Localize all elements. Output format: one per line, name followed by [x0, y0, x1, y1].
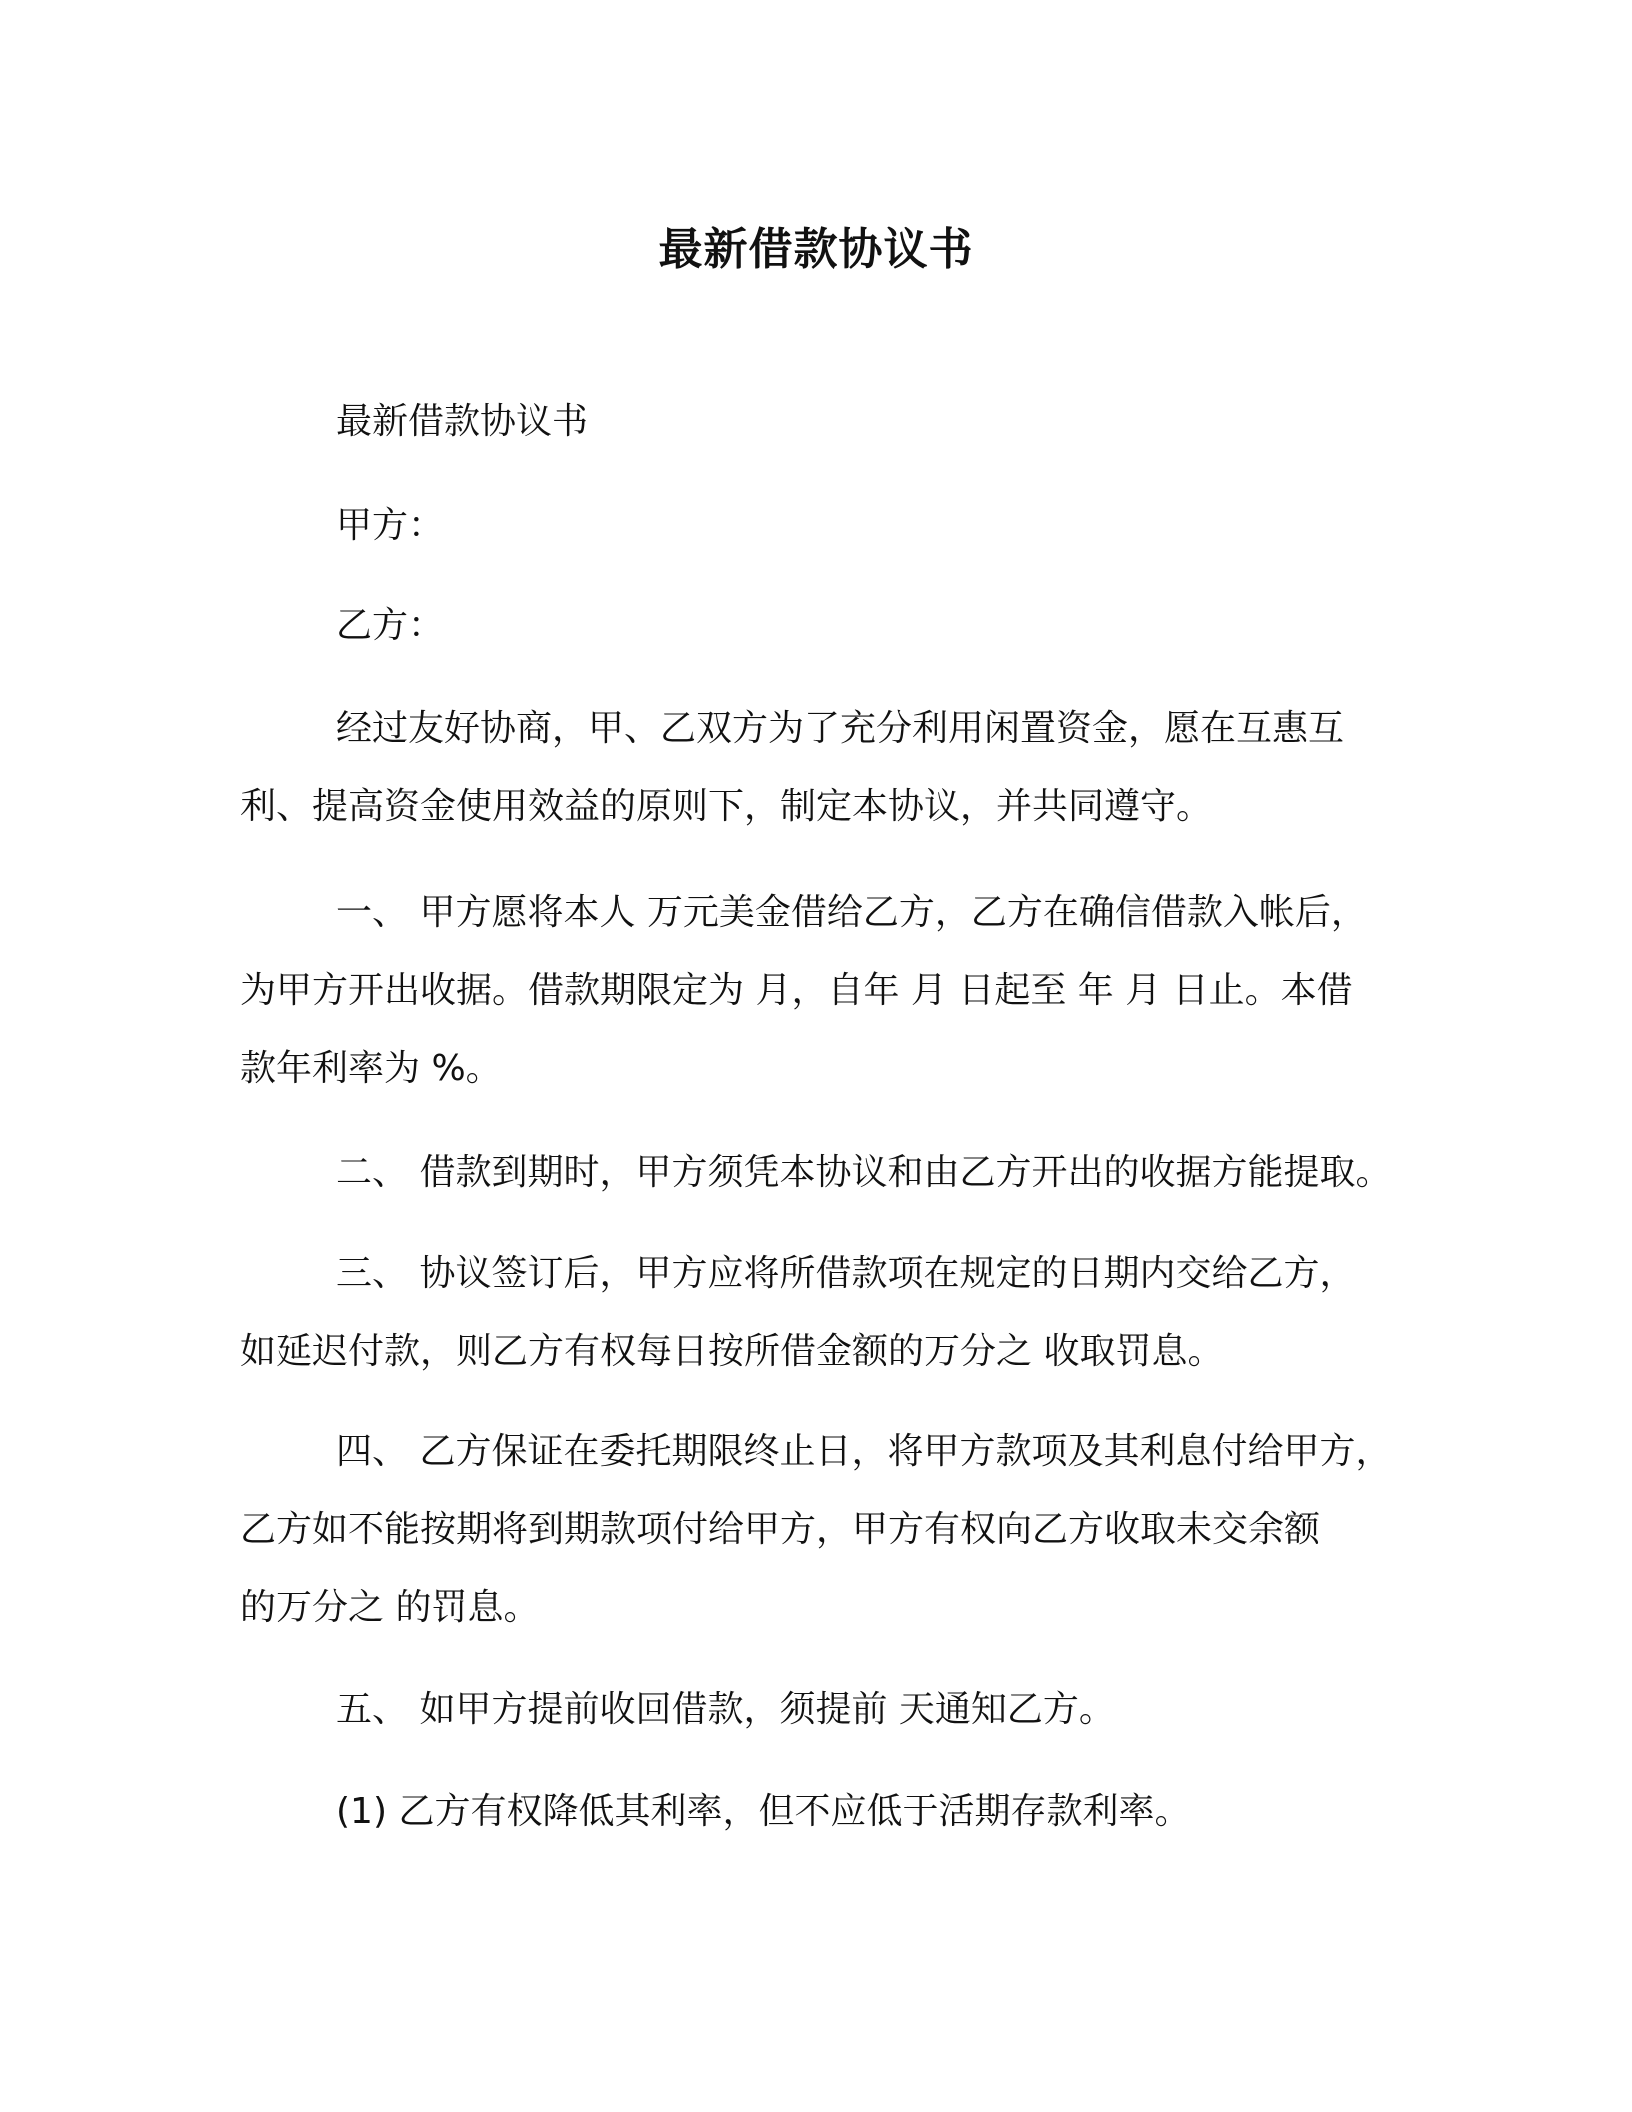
paragraph-preamble: [240, 690, 1420, 846]
text-line: 甲方：: [336, 505, 445, 546]
text-line: 经过友好协商，甲、乙双方为了充分利用闲置资金，愿在互惠互: [336, 708, 1345, 749]
text-line: 一、 甲方愿将本人 万元美金借给乙方，乙方在确信借款入帐后，: [336, 892, 1367, 933]
paragraph-clause-4: [240, 1413, 1420, 1647]
text-line: 四、 乙方保证在委托期限终止日，将甲方款项及其利息付给甲方，: [336, 1431, 1392, 1472]
document-title: 最新借款协议书: [658, 224, 974, 275]
paragraph-clause-3: [240, 1235, 1420, 1391]
text-line: (1) 乙方有权降低其利率，但不应低于活期存款利率。: [336, 1791, 1191, 1832]
text-line: 二、 借款到期时，甲方须凭本协议和由乙方开出的收据方能提取。: [336, 1152, 1392, 1193]
text-line: 的万分之 的罚息。: [240, 1587, 540, 1628]
paragraph-clause-2: [240, 1134, 1420, 1212]
text-line: 为甲方开出收据。借款期限定为 月，自年 月 日起至 年 月 日止。本借: [240, 970, 1353, 1011]
paragraph-party-a: [240, 487, 1420, 565]
text-line: 乙方：: [336, 605, 445, 646]
text-line: 五、 如甲方提前收回借款，须提前 天通知乙方。: [336, 1689, 1115, 1730]
paragraph-clause-5: [240, 1671, 1420, 1749]
text-line: 三、 协议签订后，甲方应将所借款项在规定的日期内交给乙方，: [336, 1253, 1356, 1294]
paragraph-clause-1: [240, 874, 1420, 1108]
text-line: 如延迟付款，则乙方有权每日按所借金额的万分之 收取罚息。: [240, 1331, 1224, 1372]
paragraph-heading: [240, 383, 1420, 461]
text-line: 乙方如不能按期将到期款项付给甲方，甲方有权向乙方收取未交余额: [240, 1509, 1321, 1550]
text-line: 款年利率为 %。: [240, 1048, 502, 1089]
paragraph-party-b: [240, 587, 1420, 665]
paragraph-sub-item-1: [240, 1773, 1420, 1851]
text-line: 利、提高资金使用效益的原则下，制定本协议，并共同遵守。: [240, 786, 1213, 827]
text-line: 最新借款协议书: [336, 401, 589, 442]
